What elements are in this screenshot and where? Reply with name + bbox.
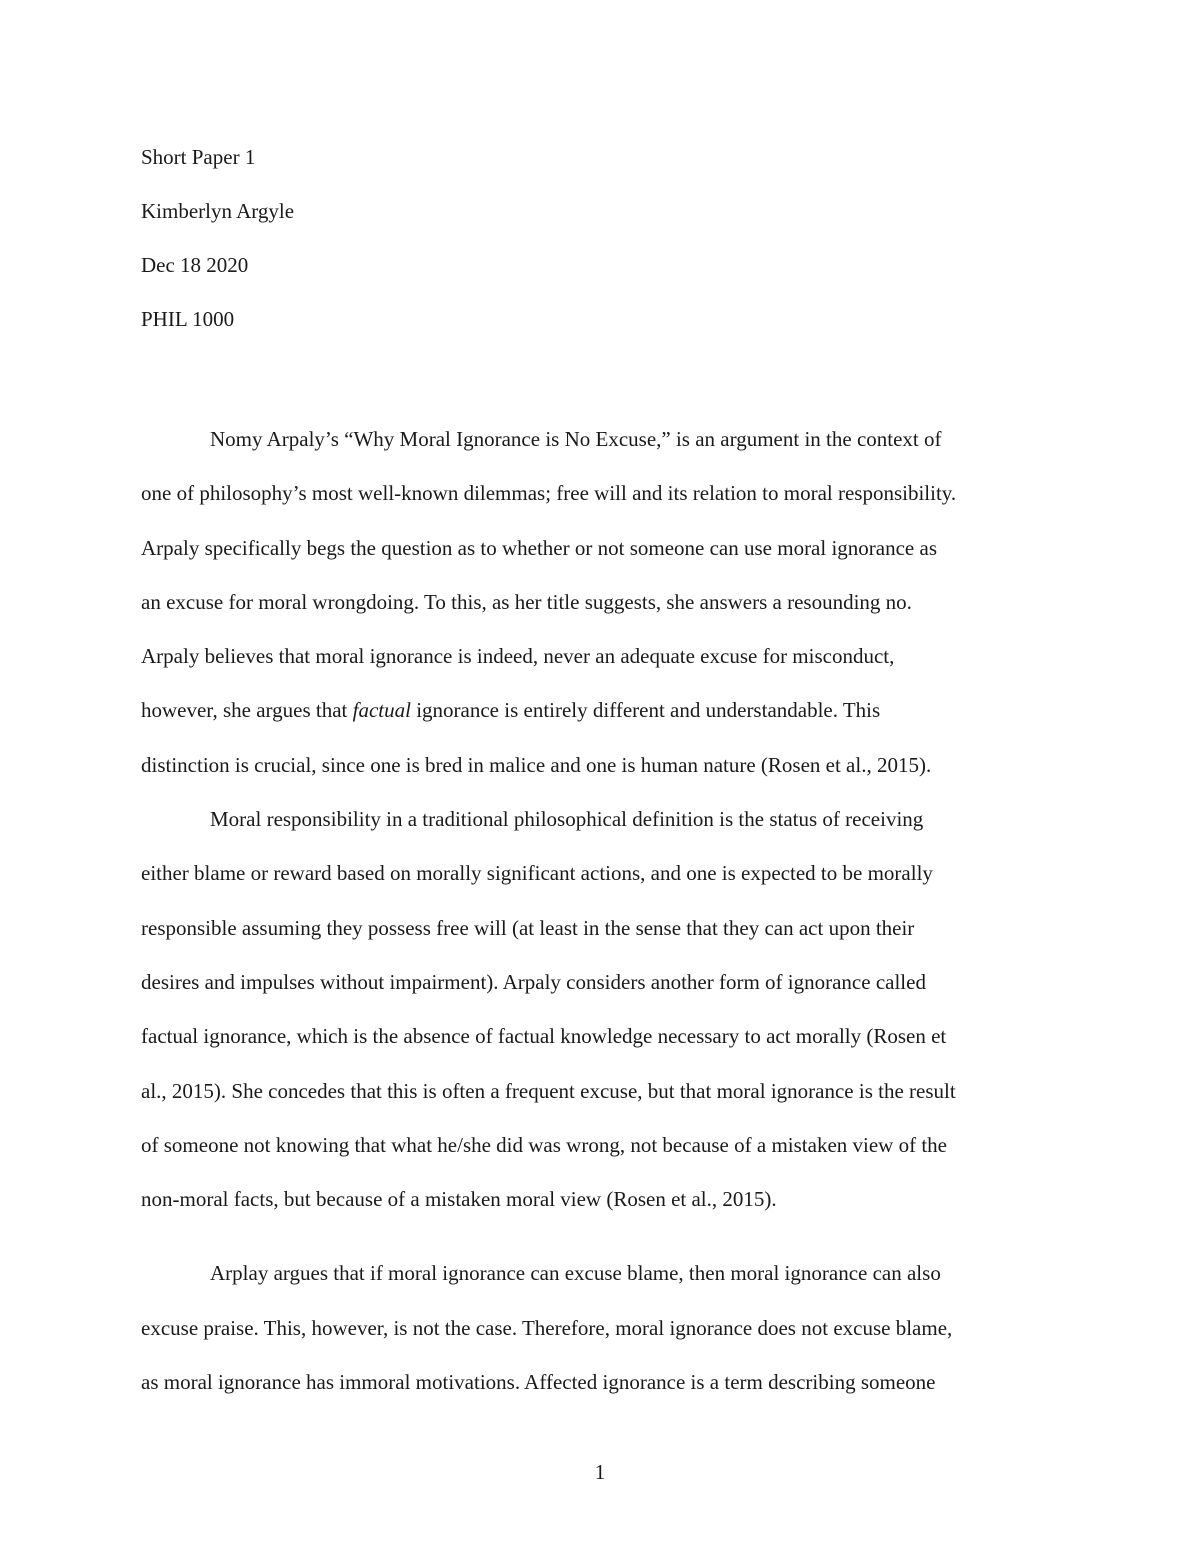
text-line: desires and impulses without impairment). Arpaly considers another form of ignorance called <box>141 969 926 994</box>
paragraph-1 <box>141 412 1059 792</box>
text-line: Moral responsibility in a traditional philosophical definition is the status of receiving <box>210 807 924 832</box>
text-line: al., 2015). She concedes that this is often a frequent excuse, but that moral ignorance is the result <box>141 1078 956 1103</box>
text-line: non-moral facts, but because of a mistaken moral view (Rosen et al., 2015). <box>141 1187 777 1212</box>
document-body <box>141 412 1059 1409</box>
page-number: 1 <box>594 1460 606 1484</box>
text-line: either blame or reward based on morally significant actions, and one is expected to be morally <box>141 861 933 886</box>
italic-word: factual <box>352 698 411 723</box>
text-line: distinction is crucial, since one is bred in malice and one is human nature (Rosen et al., 2015). <box>141 752 932 777</box>
text-line: an excuse for moral wrongdoing. To this, as her title suggests, she answers a resounding no. <box>141 589 912 614</box>
text-line: one of philosophy’s most well-known dilemmas; free will and its relation to moral responsibility. <box>141 481 957 506</box>
text-line-with-italic <box>141 683 1059 737</box>
text-line: of someone not knowing that what he/she did was wrong, not because of a mistaken view of the <box>141 1132 947 1157</box>
text-line: factual ignorance, which is the absence of factual knowledge necessary to act morally (Rosen et <box>141 1024 947 1049</box>
text-line: Arplay argues that if moral ignorance can excuse blame, then moral ignorance can also <box>210 1261 941 1286</box>
text-segment: ignorance is entirely different and understandable. This <box>410 698 881 723</box>
text-line: responsible assuming they possess free will (at least in the sense that they can act upon their <box>141 915 915 940</box>
paper-date: Dec 18 2020 <box>141 253 249 277</box>
text-line: Arpaly believes that moral ignorance is indeed, never an adequate excuse for misconduct, <box>141 644 895 669</box>
course-code: PHIL 1000 <box>141 307 235 331</box>
text-line: Arpaly specifically begs the question as to whether or not someone can use moral ignorance as <box>141 535 938 560</box>
text-line: Nomy Arpaly’s “Why Moral Ignorance is No Excuse,” is an argument in the context of <box>210 427 942 451</box>
paragraph-2 <box>141 792 1059 1226</box>
author-name: Kimberlyn Argyle <box>141 199 295 223</box>
text-segment: however, she argues that <box>141 698 353 723</box>
text-line: excuse praise. This, however, is not the case. Therefore, moral ignorance does not excuse blame, <box>141 1315 953 1340</box>
paper-title: Short Paper 1 <box>141 145 256 169</box>
document-header <box>141 143 1041 359</box>
text-line: as moral ignorance has immoral motivations. Affected ignorance is a term describing someone <box>141 1370 936 1395</box>
paragraph-3 <box>141 1246 1059 1409</box>
